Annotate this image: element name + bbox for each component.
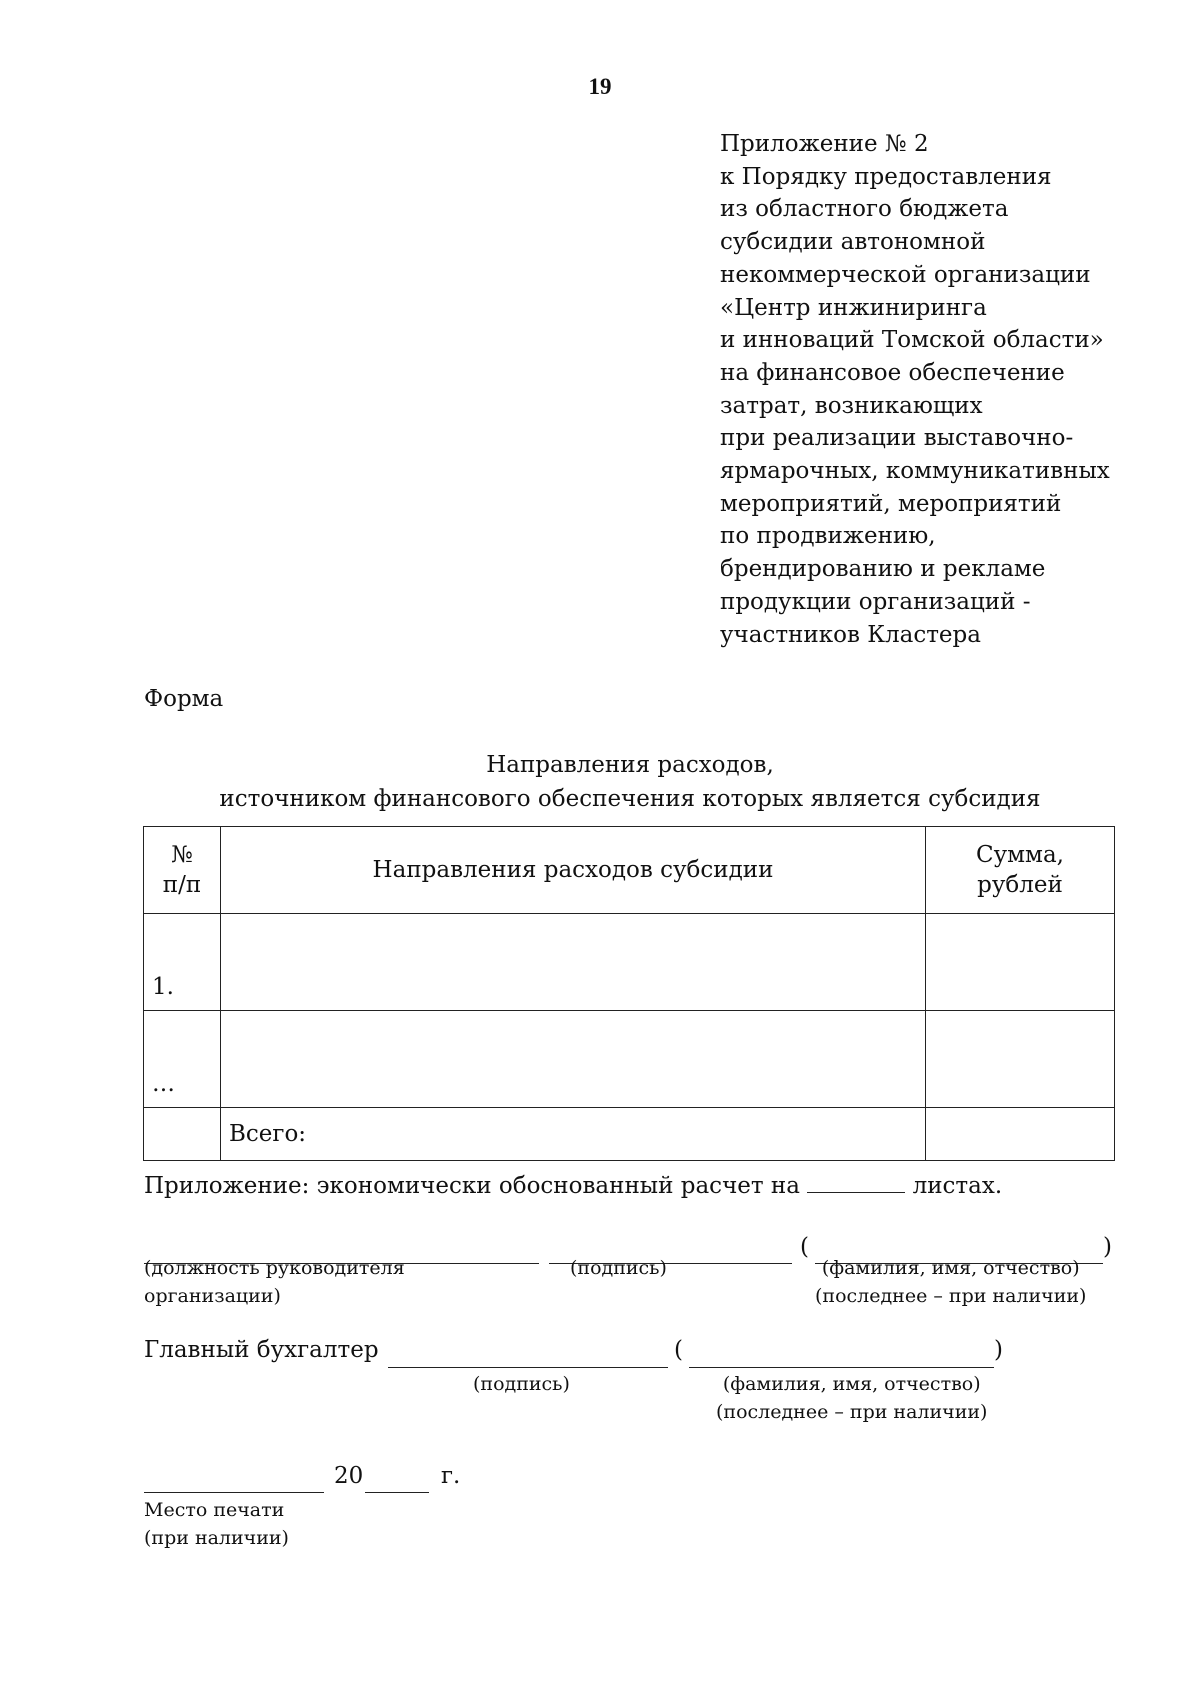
row-num: …	[144, 1011, 221, 1108]
row-sum-cell[interactable]	[926, 914, 1115, 1011]
stamp-caption-line1: Место печати	[144, 1499, 285, 1521]
appendix-line: брендированию и рекламе	[720, 556, 1046, 583]
header-num	[144, 827, 221, 914]
appendix-line: некоммерческой организации	[720, 261, 1091, 288]
header-sum-line2: рублей	[977, 872, 1063, 898]
total-sum-cell[interactable]	[926, 1108, 1115, 1161]
table-row	[144, 1011, 1115, 1108]
accountant-signature-caption: (подпись)	[473, 1373, 570, 1395]
total-num-cell	[144, 1108, 221, 1161]
expenses-table	[143, 826, 1115, 1161]
appendix-line: к Порядку предоставления	[720, 163, 1052, 190]
attachment-suffix: листах.	[912, 1173, 1003, 1199]
sheets-count-blank[interactable]	[807, 1170, 905, 1193]
appendix-line: мероприятий, мероприятий	[720, 490, 1062, 517]
accountant-name-caption	[716, 1370, 987, 1426]
head-name-caption	[815, 1254, 1086, 1310]
head-name-open-paren: (	[800, 1234, 809, 1260]
stamp-caption-line2: (при наличии)	[144, 1527, 289, 1549]
table-total-row	[144, 1108, 1115, 1161]
header-direction: Направления расходов субсидии	[221, 827, 926, 914]
appendix-line: «Центр инжиниринга	[720, 294, 987, 321]
header-num-line2: п/п	[162, 872, 202, 898]
date-blank[interactable]	[144, 1470, 324, 1493]
chief-accountant-label: Главный бухгалтер	[144, 1337, 379, 1363]
appendix-line: при реализации выставочно-	[720, 425, 1074, 452]
row-direction-cell[interactable]	[221, 1011, 926, 1108]
appendix-line: по продвижению,	[720, 523, 936, 550]
appendix-line: продукции организаций -	[720, 588, 1031, 615]
table-header-row	[144, 827, 1115, 914]
appendix-line: ярмарочных, коммуникативных	[720, 458, 1110, 485]
appendix-line: затрат, возникающих	[720, 392, 983, 419]
appendix-line: Приложение № 2	[720, 131, 929, 157]
head-name-close-paren: )	[1103, 1234, 1112, 1260]
row-direction-cell[interactable]	[221, 914, 926, 1011]
header-num-line1: №	[171, 842, 193, 868]
head-name-caption-line1: (фамилия, имя, отчество)	[821, 1257, 1080, 1279]
document-title	[130, 748, 1130, 816]
accountant-name-open-paren: (	[674, 1337, 683, 1363]
accountant-name-caption-line1: (фамилия, имя, отчество)	[722, 1373, 981, 1395]
appendix-line: и инноваций Томской области»	[720, 327, 1104, 354]
page-number: 19	[588, 74, 612, 99]
position-caption-line2: организации)	[144, 1285, 281, 1307]
title-line-1: Направления расходов,	[486, 752, 774, 778]
attachment-prefix: Приложение: экономически обоснованный расчет на	[144, 1173, 800, 1199]
position-caption	[144, 1254, 405, 1310]
form-label: Форма	[144, 686, 224, 712]
appendix-block	[720, 128, 1110, 651]
appendix-line: из областного бюджета	[720, 196, 1009, 223]
row-num: 1.	[144, 914, 221, 1011]
appendix-line: участников Кластера	[720, 621, 981, 648]
appendix-line: на финансовое обеспечение	[720, 359, 1065, 386]
title-line-2: источником финансового обеспечения которых является субсидия	[219, 786, 1041, 812]
row-sum-cell[interactable]	[926, 1011, 1115, 1108]
appendix-line: субсидии автономной	[720, 229, 986, 256]
year-prefix: 20	[334, 1463, 364, 1489]
position-caption-line1: (должность руководителя	[144, 1257, 405, 1279]
accountant-name-close-paren: )	[994, 1337, 1003, 1363]
total-label: Всего:	[221, 1108, 926, 1161]
header-sum	[926, 827, 1115, 914]
head-signature-caption: (подпись)	[570, 1257, 667, 1279]
table-row	[144, 914, 1115, 1011]
accountant-name-caption-line2: (последнее – при наличии)	[716, 1401, 988, 1423]
header-sum-line1: Сумма,	[976, 842, 1064, 868]
head-name-caption-line2: (последнее – при наличии)	[815, 1285, 1087, 1307]
accountant-signature-blank[interactable]	[388, 1345, 668, 1368]
accountant-name-blank[interactable]	[689, 1345, 994, 1368]
stamp-caption	[144, 1496, 289, 1552]
year-suffix: г.	[441, 1463, 461, 1489]
attachment-line	[144, 1170, 1002, 1199]
year-blank[interactable]	[365, 1470, 429, 1493]
